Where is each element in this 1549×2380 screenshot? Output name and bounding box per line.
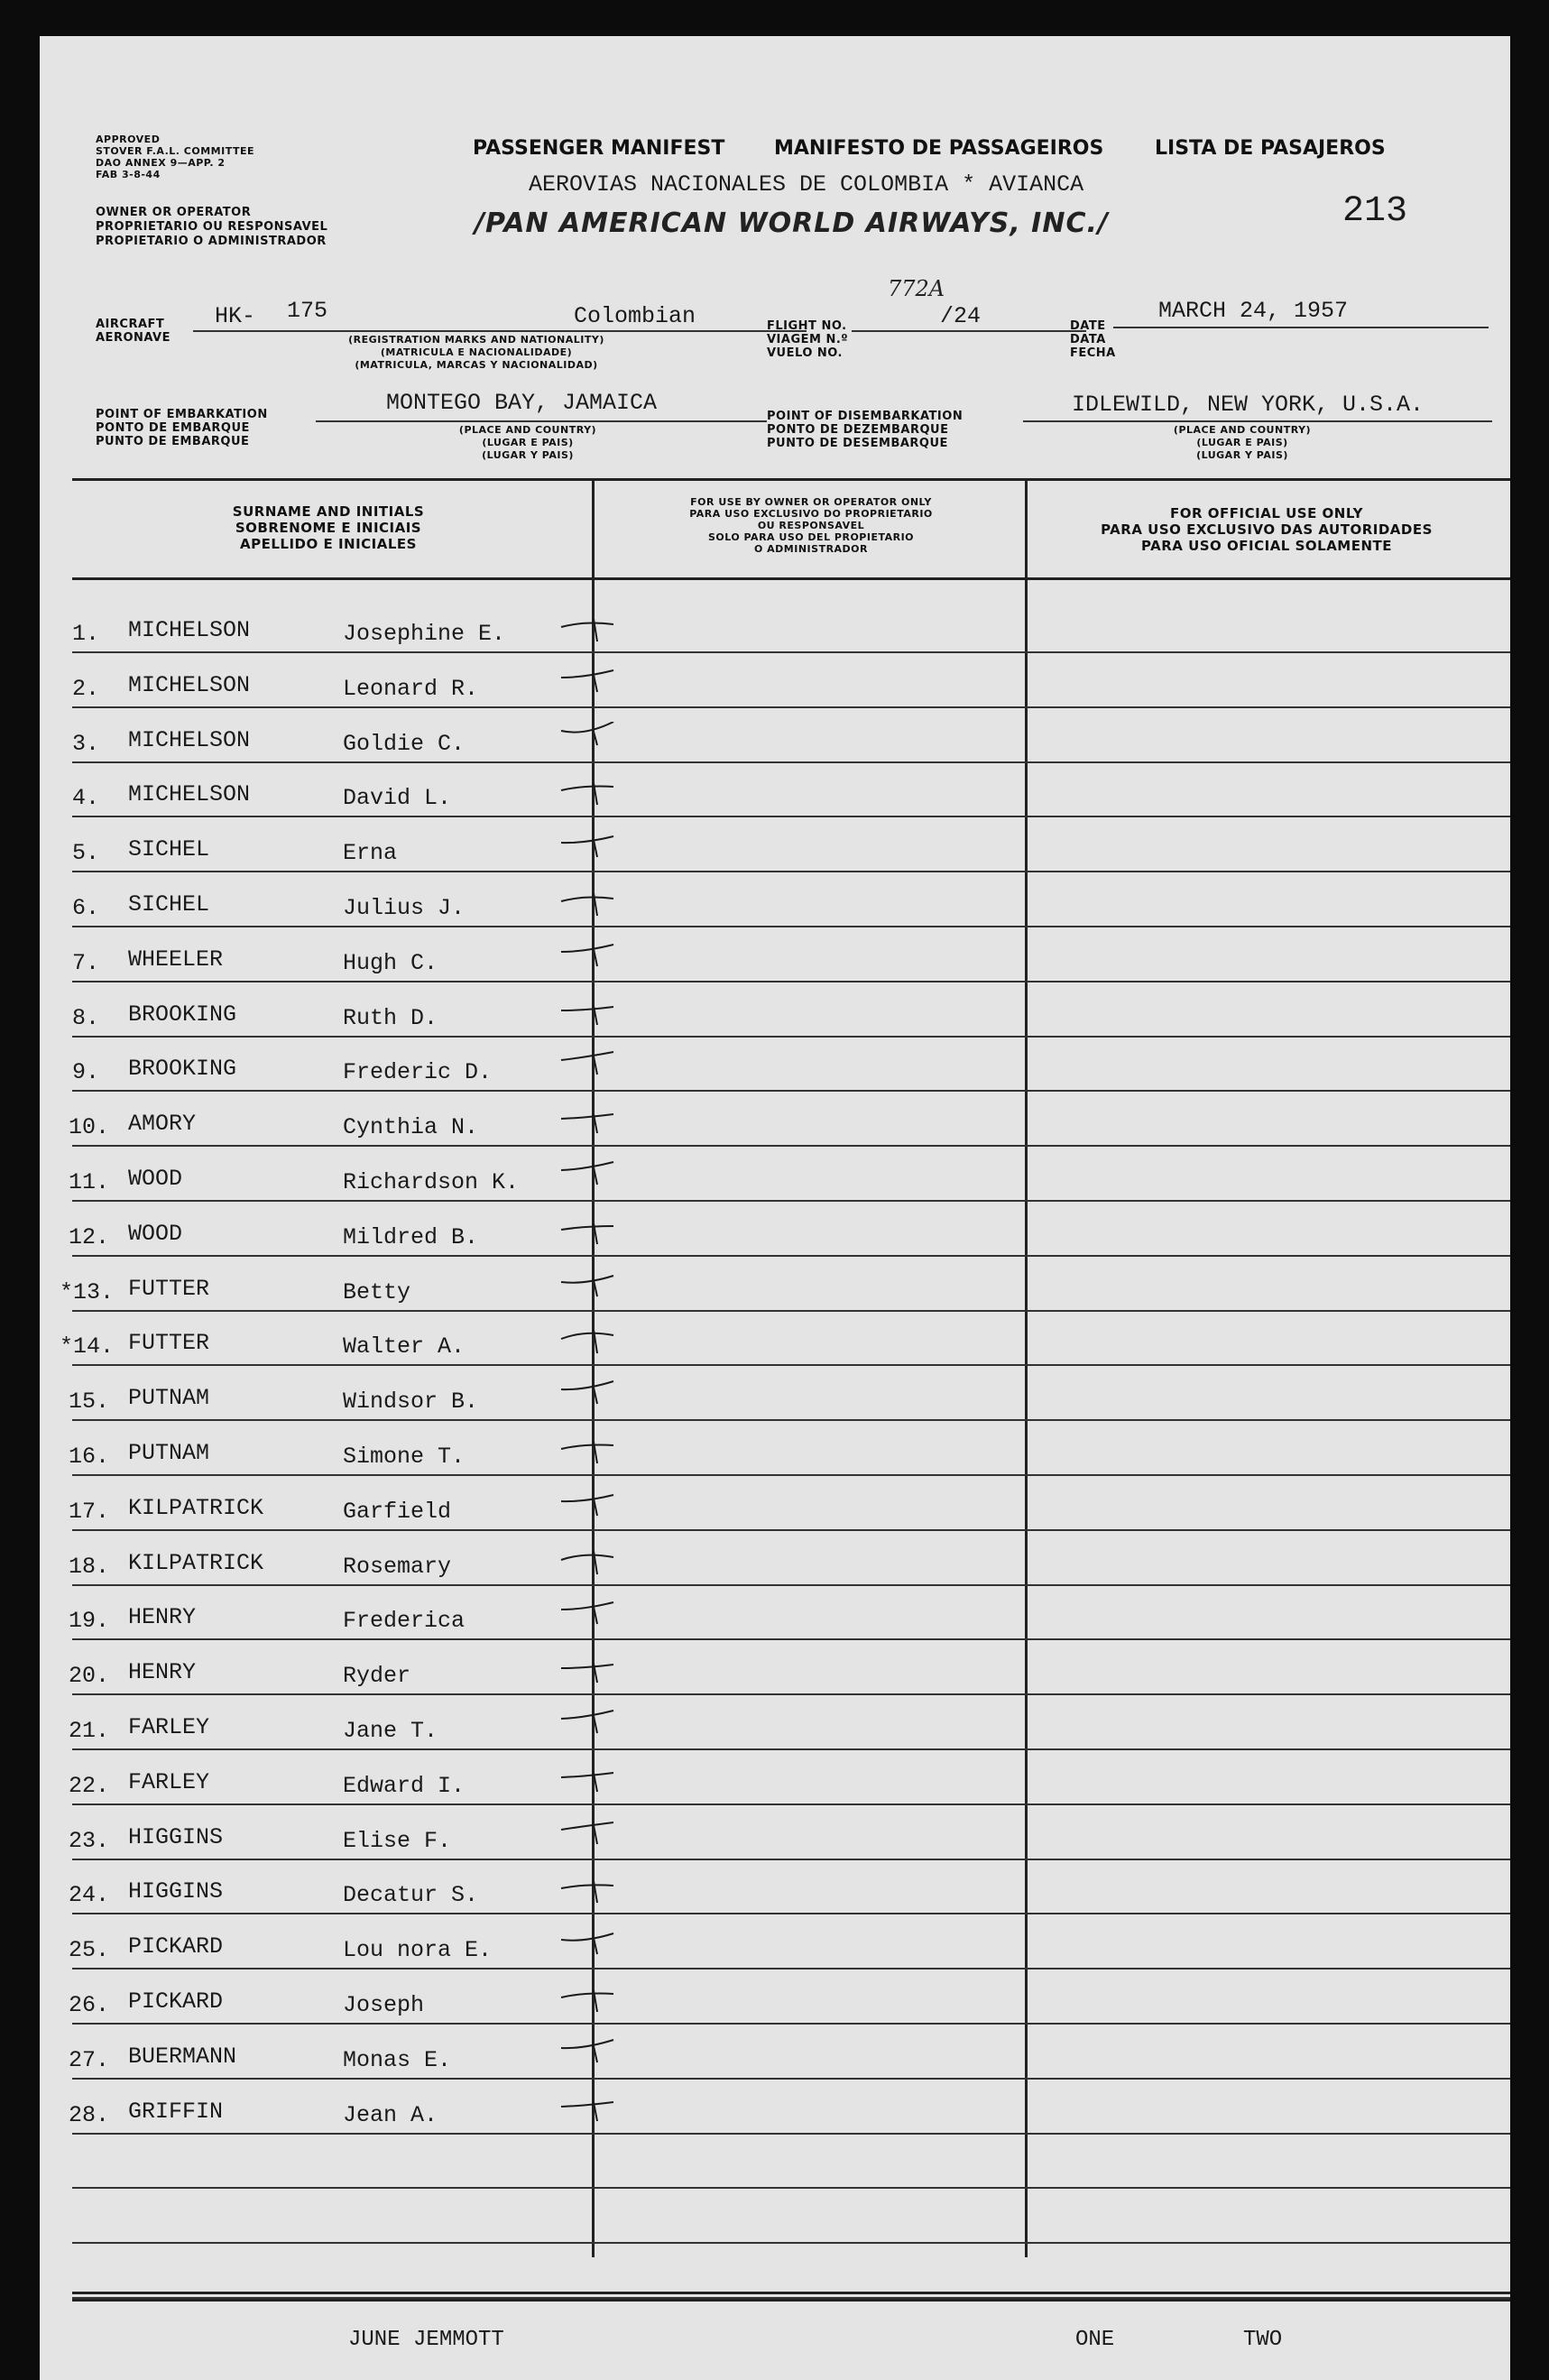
row-rule: [72, 2133, 1510, 2135]
row-rule: [72, 1419, 1510, 1421]
check-mark: [558, 667, 630, 703]
passenger-given-name: Elise F.: [343, 1827, 452, 1854]
row-rule: [72, 1090, 1510, 1092]
passenger-given-name: Julius J.: [343, 895, 466, 921]
disembarkation-label-pt: PONTO DE DEZEMBARQUE: [767, 423, 949, 437]
date-label-pt: DATA: [1070, 333, 1106, 346]
row-rule: [72, 1913, 1510, 1914]
passenger-surname: GRIFFIN: [128, 2098, 224, 2125]
passenger-given-name: Mildred B.: [343, 1223, 479, 1250]
passenger-surname: FARLEY: [128, 1714, 210, 1740]
row-rule: [72, 981, 1510, 982]
passenger-surname: PUTNAM: [128, 1385, 210, 1412]
check-mark: [558, 1983, 630, 2019]
passenger-given-name: David L.: [343, 785, 452, 812]
flight-label: [767, 319, 848, 360]
row-rule: [72, 1145, 1510, 1147]
check-mark: [558, 831, 630, 867]
official-header-pt: PARA USO EXCLUSIVO DAS AUTORIDADES: [1101, 521, 1433, 538]
passenger-surname: MICHELSON: [128, 671, 251, 698]
passenger-given-name: Garfield: [343, 1498, 452, 1525]
aircraft-label: [96, 318, 171, 345]
passenger-given-name: Betty: [343, 1278, 411, 1305]
check-mark: [558, 996, 630, 1032]
footer-one: ONE: [1075, 2328, 1115, 2352]
passenger-given-name: Decatur S.: [343, 1882, 479, 1909]
flight-label-en: FLIGHT NO.: [767, 319, 847, 333]
passenger-given-name: Ryder: [343, 1663, 411, 1690]
embarkation-label: [96, 408, 268, 448]
row-rule: [72, 651, 1510, 653]
check-mark: [558, 1490, 630, 1526]
check-mark: [558, 612, 630, 648]
passenger-given-name: Monas E.: [343, 2046, 452, 2073]
passenger-surname: MICHELSON: [128, 617, 251, 643]
row-rule: [72, 816, 1510, 817]
passenger-given-name: Rosemary: [343, 1553, 452, 1580]
row-rule: [72, 2023, 1510, 2025]
passenger-surname: SICHEL: [128, 836, 210, 863]
owner-use-line: FOR USE BY OWNER OR OPERATOR ONLY: [690, 496, 932, 508]
check-mark: [558, 2093, 630, 2129]
passenger-number: 9.: [72, 1059, 100, 1086]
date-label-en: DATE: [1070, 319, 1106, 333]
passenger-surname: BROOKING: [128, 1056, 237, 1083]
check-mark: [558, 1599, 630, 1635]
manifest-sheet: [40, 36, 1510, 2380]
passenger-surname: MICHELSON: [128, 781, 251, 808]
embarkation-label-pt: PONTO DE EMBARQUE: [96, 421, 250, 435]
passenger-number: 24.: [69, 1882, 110, 1909]
passenger-number: 19.: [69, 1608, 110, 1635]
passenger-given-name: Walter A.: [343, 1333, 466, 1361]
check-mark: [558, 1160, 630, 1196]
passenger-number: 28.: [69, 2101, 110, 2128]
passenger-number: 2.: [72, 675, 100, 702]
owner-use-line: SOLO PARA USO DEL PROPIETARIO: [707, 531, 915, 543]
blank-row-rule: [72, 2242, 1510, 2244]
passenger-given-name: Hugh C.: [343, 949, 438, 976]
passenger-surname: FUTTER: [128, 1275, 210, 1302]
embarkation-label-en: POINT OF EMBARKATION: [96, 408, 268, 421]
row-rule: [72, 1859, 1510, 1860]
passenger-number: 12.: [69, 1223, 110, 1250]
check-mark: [558, 1654, 630, 1690]
footer-agent: JUNE JEMMOTT: [348, 2328, 504, 2352]
passenger-number: *14.: [60, 1333, 115, 1361]
date-value: MARCH 24, 1957: [1158, 298, 1349, 324]
passenger-number: 16.: [69, 1444, 110, 1470]
passenger-surname: PUTNAM: [128, 1440, 210, 1466]
row-rule: [72, 1968, 1510, 1969]
approval-block: [96, 134, 254, 180]
passenger-number: 15.: [69, 1388, 110, 1416]
check-mark: [558, 1324, 630, 1361]
row-rule: [72, 871, 1510, 872]
approval-line: STOVER F.A.L. COMMITTEE: [96, 145, 254, 157]
owner-use-line: PARA USO EXCLUSIVO DO PROPRIETARIO: [689, 508, 933, 520]
embarkation-sublabel-en: (PLACE AND COUNTRY): [458, 424, 597, 436]
passenger-given-name: Jean A.: [343, 2101, 438, 2128]
disembarkation-label: [767, 410, 963, 450]
passenger-given-name: Simone T.: [343, 1444, 466, 1470]
row-rule: [72, 1803, 1510, 1805]
owner-use-line: OU RESPONSAVEL: [757, 520, 865, 531]
check-mark: [558, 1819, 630, 1855]
row-rule: [72, 1364, 1510, 1366]
header-bottom-rule: [72, 577, 1510, 580]
check-mark: [558, 1709, 630, 1745]
passenger-surname: HENRY: [128, 1659, 197, 1686]
passenger-number: 18.: [69, 1553, 110, 1580]
passenger-surname: FUTTER: [128, 1330, 210, 1357]
passenger-number: 3.: [72, 730, 100, 757]
aircraft-nationality: Colombian: [574, 303, 696, 329]
row-rule: [72, 1255, 1510, 1257]
footer-rule: [72, 2292, 1510, 2294]
passenger-number: 21.: [69, 1718, 110, 1744]
aircraft-sublabel-es: (MATRICULA, MARCAS Y NACIONALIDAD): [355, 359, 598, 371]
passenger-number: 7.: [72, 949, 100, 976]
check-mark: [558, 1050, 630, 1086]
embarkation-label-es: PUNTO DE EMBARQUE: [96, 435, 250, 448]
passenger-given-name: Richardson K.: [343, 1169, 520, 1195]
disembarkation-label-en: POINT OF DISEMBARKATION: [767, 410, 964, 423]
check-mark: [558, 1379, 630, 1416]
title-es: LISTA DE PASAJEROS: [1155, 137, 1386, 160]
disembarkation-label-es: PUNTO DE DESEMBARQUE: [767, 437, 948, 450]
names-header-pt: SOBRENOME E INICIAIS: [235, 520, 422, 536]
owner-use-column-header: [617, 496, 1005, 555]
row-rule: [72, 1310, 1510, 1312]
passenger-number: 25.: [69, 1937, 110, 1964]
passenger-surname: AMORY: [128, 1111, 197, 1138]
passenger-surname: HENRY: [128, 1604, 197, 1631]
embarkation-value: MONTEGO BAY, JAMAICA: [386, 390, 658, 416]
owner-label-pt: PROPRIETARIO OU RESPONSAVEL: [96, 220, 328, 234]
names-header-en: SURNAME AND INITIALS: [232, 503, 425, 520]
flight-handwritten: 772A: [888, 276, 945, 301]
aircraft-prefix: HK-: [215, 303, 256, 329]
flight-value: /24: [940, 303, 982, 329]
row-rule: [72, 1748, 1510, 1750]
passenger-surname: SICHEL: [128, 891, 210, 918]
passenger-number: 1.: [72, 621, 100, 647]
names-header-es: APELLIDO E INICIALES: [240, 536, 417, 552]
passenger-surname: WOOD: [128, 1166, 183, 1192]
aircraft-number: 175: [287, 298, 328, 324]
passenger-number: *13.: [60, 1278, 115, 1305]
date-label-es: FECHA: [1070, 346, 1116, 360]
row-rule: [72, 1200, 1510, 1202]
passenger-number: 11.: [69, 1169, 110, 1195]
row-rule: [72, 761, 1510, 763]
row-rule: [72, 1036, 1510, 1038]
check-mark: [558, 1215, 630, 1251]
row-rule: [72, 1584, 1510, 1586]
passenger-number: 4.: [72, 785, 100, 812]
table-top-rule: [72, 478, 1510, 481]
approval-line: APPROVED: [96, 134, 161, 145]
passenger-number: 5.: [72, 840, 100, 867]
passenger-given-name: Frederica: [343, 1608, 466, 1635]
aircraft-sublabel-pt: (MATRICULA E NACIONALIDADE): [380, 346, 573, 358]
check-mark: [558, 1105, 630, 1141]
check-mark: [558, 776, 630, 812]
operator-struck: /PAN AMERICAN WORLD AIRWAYS, INC./: [475, 208, 1109, 239]
passenger-number: 10.: [69, 1114, 110, 1141]
passenger-number: 20.: [69, 1663, 110, 1690]
passenger-given-name: Leonard R.: [343, 675, 479, 702]
check-mark: [558, 886, 630, 922]
passenger-surname: WOOD: [128, 1220, 183, 1247]
passenger-given-name: Windsor B.: [343, 1388, 479, 1416]
embarkation-sublabel-pt: (LUGAR E PAIS): [482, 437, 574, 448]
passenger-number: 17.: [69, 1498, 110, 1525]
passenger-given-name: Goldie C.: [343, 730, 466, 757]
aircraft-sublabel: [305, 334, 648, 372]
passenger-given-name: Edward I.: [343, 1772, 466, 1799]
flight-label-pt: VIAGEM N.º: [767, 333, 849, 346]
check-mark: [558, 1764, 630, 1800]
check-mark: [558, 1545, 630, 1581]
check-mark: [558, 1434, 630, 1471]
row-rule: [72, 1529, 1510, 1531]
passenger-given-name: Jane T.: [343, 1718, 438, 1744]
passenger-number: 27.: [69, 2046, 110, 2073]
passenger-surname: PICKARD: [128, 1988, 224, 2015]
row-rule: [72, 1693, 1510, 1695]
date-label: [1070, 319, 1116, 360]
row-rule: [72, 1474, 1510, 1476]
flight-label-es: VUELO NO.: [767, 346, 843, 360]
passenger-surname: PICKARD: [128, 1933, 224, 1960]
names-column-header: [148, 503, 509, 552]
passenger-number: 22.: [69, 1772, 110, 1799]
passenger-number: 8.: [72, 1004, 100, 1031]
passenger-surname: KILPATRICK: [128, 1494, 264, 1521]
check-mark: [558, 1270, 630, 1306]
footer-two: TWO: [1243, 2328, 1283, 2352]
passenger-given-name: Josephine E.: [343, 621, 506, 647]
approval-line: DAO ANNEX 9—APP. 2: [96, 157, 226, 169]
passenger-given-name: Lou nora E.: [343, 1937, 493, 1964]
passenger-given-name: Ruth D.: [343, 1004, 438, 1031]
passenger-number: 26.: [69, 1992, 110, 2018]
disembarkation-sublabel: [1139, 424, 1346, 462]
passenger-given-name: Erna: [343, 840, 398, 867]
disembarkation-sublabel-es: (LUGAR Y PAIS): [1196, 449, 1288, 461]
passenger-number: 6.: [72, 895, 100, 921]
passenger-given-name: Frederic D.: [343, 1059, 493, 1086]
official-use-column-header: [1041, 505, 1492, 554]
official-header-es: PARA USO OFICIAL SOLAMENTE: [1140, 538, 1393, 554]
passenger-surname: BUERMANN: [128, 2043, 237, 2070]
official-header-en: FOR OFFICIAL USE ONLY: [1170, 505, 1363, 521]
check-mark: [558, 722, 630, 758]
passenger-given-name: Joseph: [343, 1992, 425, 2018]
passenger-surname: FARLEY: [128, 1768, 210, 1795]
page-number: 213: [1342, 191, 1408, 232]
owner-label-es: PROPIETARIO O ADMINISTRADOR: [96, 235, 327, 248]
row-rule: [72, 926, 1510, 927]
passenger-surname: KILPATRICK: [128, 1549, 264, 1576]
approval-line: FAB 3-8-44: [96, 169, 161, 180]
title-pt: MANIFESTO DE PASSAGEIROS: [774, 137, 1104, 160]
passenger-surname: MICHELSON: [128, 726, 251, 753]
check-mark: [558, 1873, 630, 1909]
owner-label-en: OWNER OR OPERATOR: [96, 206, 252, 219]
check-mark: [558, 1928, 630, 1964]
footer-rule: [72, 2299, 1510, 2302]
owner-label: [96, 206, 327, 249]
aircraft-label-pt: AERONAVE: [96, 331, 171, 345]
passenger-number: 23.: [69, 1827, 110, 1854]
check-mark: [558, 941, 630, 977]
aircraft-label-en: AIRCRAFT: [96, 318, 165, 331]
passenger-given-name: Cynthia N.: [343, 1114, 479, 1141]
passenger-surname: BROOKING: [128, 1001, 237, 1028]
blank-row-rule: [72, 2187, 1510, 2189]
passenger-surname: HIGGINS: [128, 1878, 224, 1905]
title-en: PASSENGER MANIFEST: [473, 137, 725, 160]
aircraft-sublabel-en: (REGISTRATION MARKS AND NATIONALITY): [348, 334, 604, 346]
disembarkation-sublabel-en: (PLACE AND COUNTRY): [1173, 424, 1312, 436]
column-divider: [1025, 480, 1028, 2257]
passenger-surname: WHEELER: [128, 946, 224, 973]
embarkation-sublabel-es: (LUGAR Y PAIS): [482, 449, 574, 461]
row-rule: [72, 1638, 1510, 1640]
disembarkation-sublabel-pt: (LUGAR E PAIS): [1196, 437, 1288, 448]
row-rule: [72, 706, 1510, 708]
owner-use-line: O ADMINISTRADOR: [753, 543, 869, 555]
check-mark: [558, 2038, 630, 2074]
row-rule: [72, 2078, 1510, 2080]
passenger-surname: HIGGINS: [128, 1823, 224, 1850]
disembarkation-value: IDLEWILD, NEW YORK, U.S.A.: [1072, 392, 1425, 418]
embarkation-sublabel: [424, 424, 632, 462]
operator-typed: AEROVIAS NACIONALES DE COLOMBIA * AVIANCA: [529, 171, 1084, 198]
